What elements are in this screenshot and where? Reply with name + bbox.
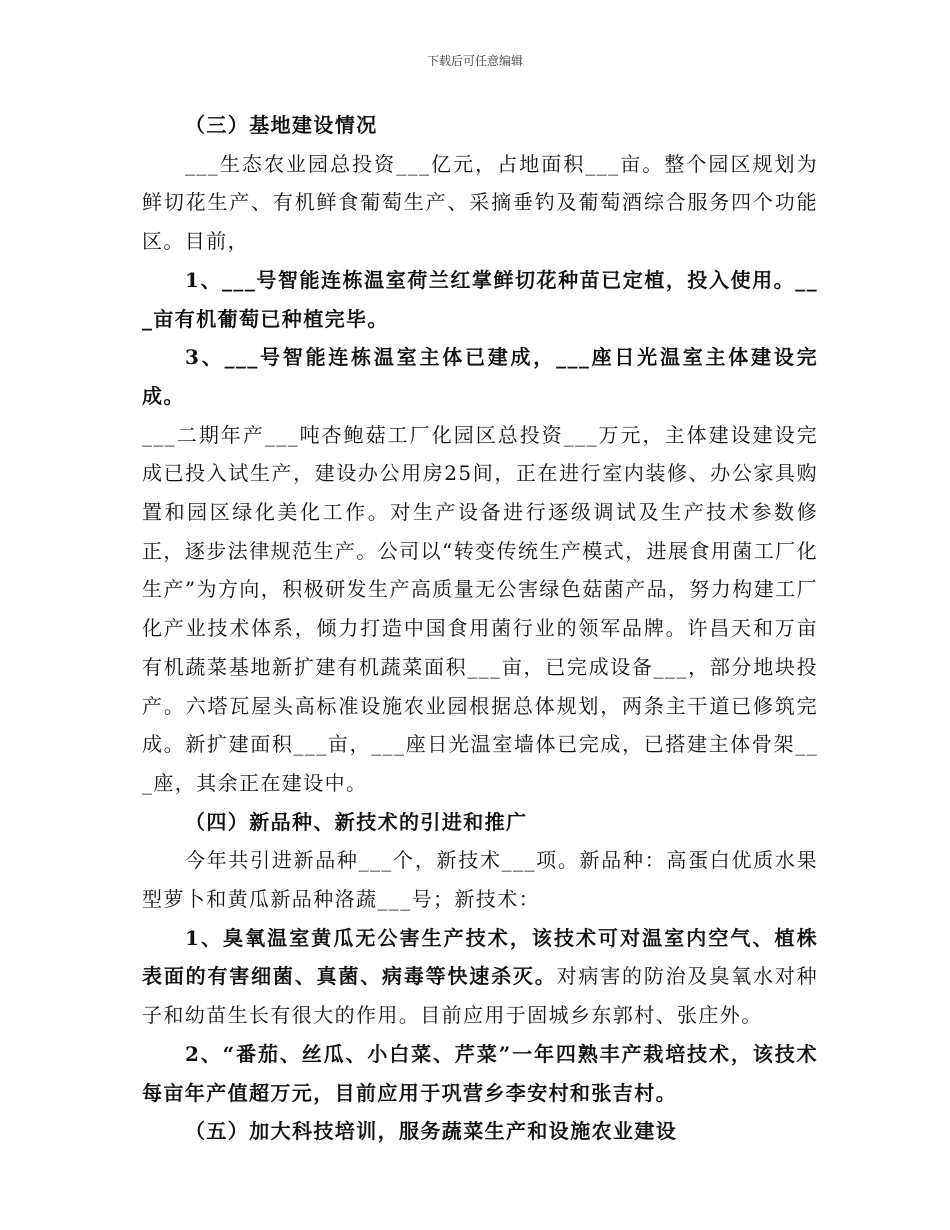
page-header: 下载后可任意编辑: [426, 54, 523, 68]
section-heading-5: （五）加大科技培训，服务蔬菜生产和设施农业建设: [185, 1119, 678, 1144]
section-heading-4: （四）新品种、新技术的引进和推广: [185, 809, 528, 834]
paragraph-new-varieties: 今年共引进新品种___个，新技术___项。新品种：高蛋白优质水果型萝卜和黄瓜新品种洛蔬___号；新技术：: [142, 848, 818, 912]
section-heading-3: （三）基地建设情况: [185, 113, 378, 137]
paragraph-four-crops-tech: 2、“番茄、丝瓜、小白菜、芹菜”一年四熟丰产栽培技术，该技术每亩年产值超万元，目前应用于巩营乡李安村和张吉村。: [142, 1041, 818, 1105]
ozone-tech-rest: 对病害的防治及臭氧水对种子和幼苗生长有很大的作用。目前应用于固城乡东郭村、张庄外。: [142, 964, 818, 1028]
paragraph-item-3: 3、___号智能连栋温室主体已建成，___座日光温室主体建设完成。: [142, 345, 818, 408]
ozone-tech-bold: 1、臭氧温室黄瓜无公害生产技术，该技术可对温室内空气、植株表面的有害细菌、真菌、病毒等快速杀灭。: [142, 925, 818, 989]
paragraph-item-1: 1、___号智能连栋温室荷兰红掌鲜切花种苗已定植，投入使用。___亩有机葡萄已种植完毕。: [142, 267, 818, 331]
paragraph-ozone-tech: [142, 919, 818, 1035]
document-body: [142, 106, 818, 1151]
paragraph-investment: ___生态农业园总投资___亿元，占地面积___亩。整个园区规划为鲜切花生产、有机鲜食葡萄生产、采摘垂钓及葡萄酒综合服务四个功能区。目前，: [142, 151, 818, 254]
paragraph-mushroom-park: ___二期年产___吨杏鲍菇工厂化园区总投资___万元，主体建设建设完成已投入试生产，建设办公用房25间，正在进行室内装修、办公家具购置和园区绿化美化工作。对生产设备进行逐级调试及生产技术参数修正，逐步法律规范生产。公司以“转变传统生产模式，进展食用菌工厂化生产”为方向，积极研发生产高质量无公害绿色菇菌产品，努力构建工厂化产业技术体系，倾力打造中国食用菌行业的领军品牌。许昌天和万亩有机蔬菜基地新扩建有机蔬菜面积___亩，已完成设备___，部分地块投产。六塔瓦屋头高标准设施农业园根据总体规划，两条主干道已修筑完成。新扩建面积___亩，___座日光温室墙体已完成，已搭建主体骨架___座，其余正在建设中。: [142, 422, 818, 795]
